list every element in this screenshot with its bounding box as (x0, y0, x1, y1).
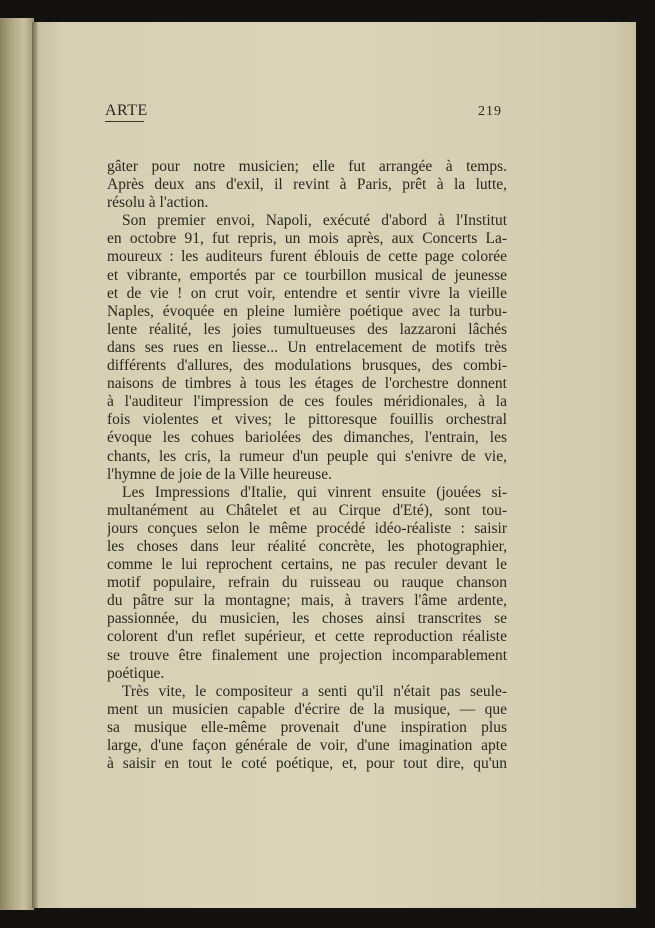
text-line: différents d'allures, des modulations brusques, des combi- (107, 357, 507, 375)
text-line: les choses dans leur réalité concrète, les photographier, (107, 537, 507, 555)
text-line: et vibrante, emportés par ce tourbillon musical de jeunesse (107, 266, 507, 284)
page-number: 219 (478, 104, 502, 119)
text-line: à l'auditeur l'impression de ces foules méridionales, à la (107, 393, 507, 411)
text-line: large, d'une façon générale de voir, d'une imagination apte (107, 737, 507, 754)
text-line: du pâtre sur la montagne; mais, à travers l'âme ardente, (107, 592, 507, 610)
text-line: en octobre 91, fut repris, un mois après, aux Concerts La- (107, 230, 507, 248)
text-line: sa musique elle-même provenait d'une inspiration plus (107, 718, 507, 736)
text-line: multanément au Châtelet et au Cirque d'Eté), sont tou- (107, 501, 507, 519)
text-line: passionnée, du musicien, les choses ainsi transcrites se (107, 610, 507, 628)
text-line: Très vite, le compositeur a senti qu'il n'était pas seule- (122, 682, 507, 700)
text-line: Naples, évoquée en pleine lumière poétique avec la turbu- (107, 302, 507, 320)
text-line: poétique. (107, 664, 165, 682)
text-line: naisons de timbres à tous les étages de l'orchestre donnent (107, 375, 507, 393)
text-line: gâter pour notre musicien; elle fut arrangée à temps. (107, 158, 507, 175)
text-line: chants, les cris, la rumeur d'un peuple qui s'enivre de vie, (107, 447, 507, 465)
text-line: colorent d'un reflet supérieur, et cette reproduction réaliste (107, 628, 507, 646)
text-line: Après deux ans d'exil, il revint à Paris, prêt à la lutte, (107, 176, 507, 194)
text-line: jours conçues selon le même procédé idéo-réaliste : saisir (107, 519, 507, 537)
text-line: Les Impressions d'Italie, qui vinrent ensuite (jouées si- (122, 483, 507, 501)
text-line: résolu à l'action. (107, 194, 209, 212)
text-line: fois violentes et vives; le pittoresque fouillis orchestral (107, 411, 507, 429)
text-line: dans ses rues en liesse... Un entrelacement de motifs très (107, 338, 507, 356)
text-line: Son premier envoi, Napoli, exécuté d'abord à l'Institut (122, 212, 507, 230)
text-line: ment un musicien capable d'écrire de la musique, — que (107, 700, 507, 718)
facing-page-edge (0, 18, 34, 910)
text-line: évoque les cohues bariolées des dimanches, l'entrain, les (107, 429, 507, 447)
text-line: se trouve être finalement une projection incomparablement (107, 646, 507, 664)
text-line: motif populaire, refrain du ruisseau ou rauque chanson (107, 574, 507, 592)
page-gutter-shadow (32, 22, 38, 908)
body-text (107, 158, 507, 773)
text-line: comme le lui reprochent certains, ne pas reculer devant le (107, 556, 507, 574)
text-line: moureux : les auditeurs furent éblouis de cette page colorée (107, 248, 507, 266)
text-line: lente réalité, les joies tumultueuses des lazzaroni lâchés (107, 320, 507, 338)
text-line: et de vie ! on crut voir, entendre et sentir vivre la vieille (107, 284, 507, 302)
text-line: à saisir en tout le coté poétique, et, pour tout dire, qu'un (107, 755, 507, 773)
running-title-underline (105, 121, 144, 122)
text-line: l'hymne de joie de la Ville heureuse. (107, 465, 332, 483)
running-title: ARTE (105, 102, 148, 119)
